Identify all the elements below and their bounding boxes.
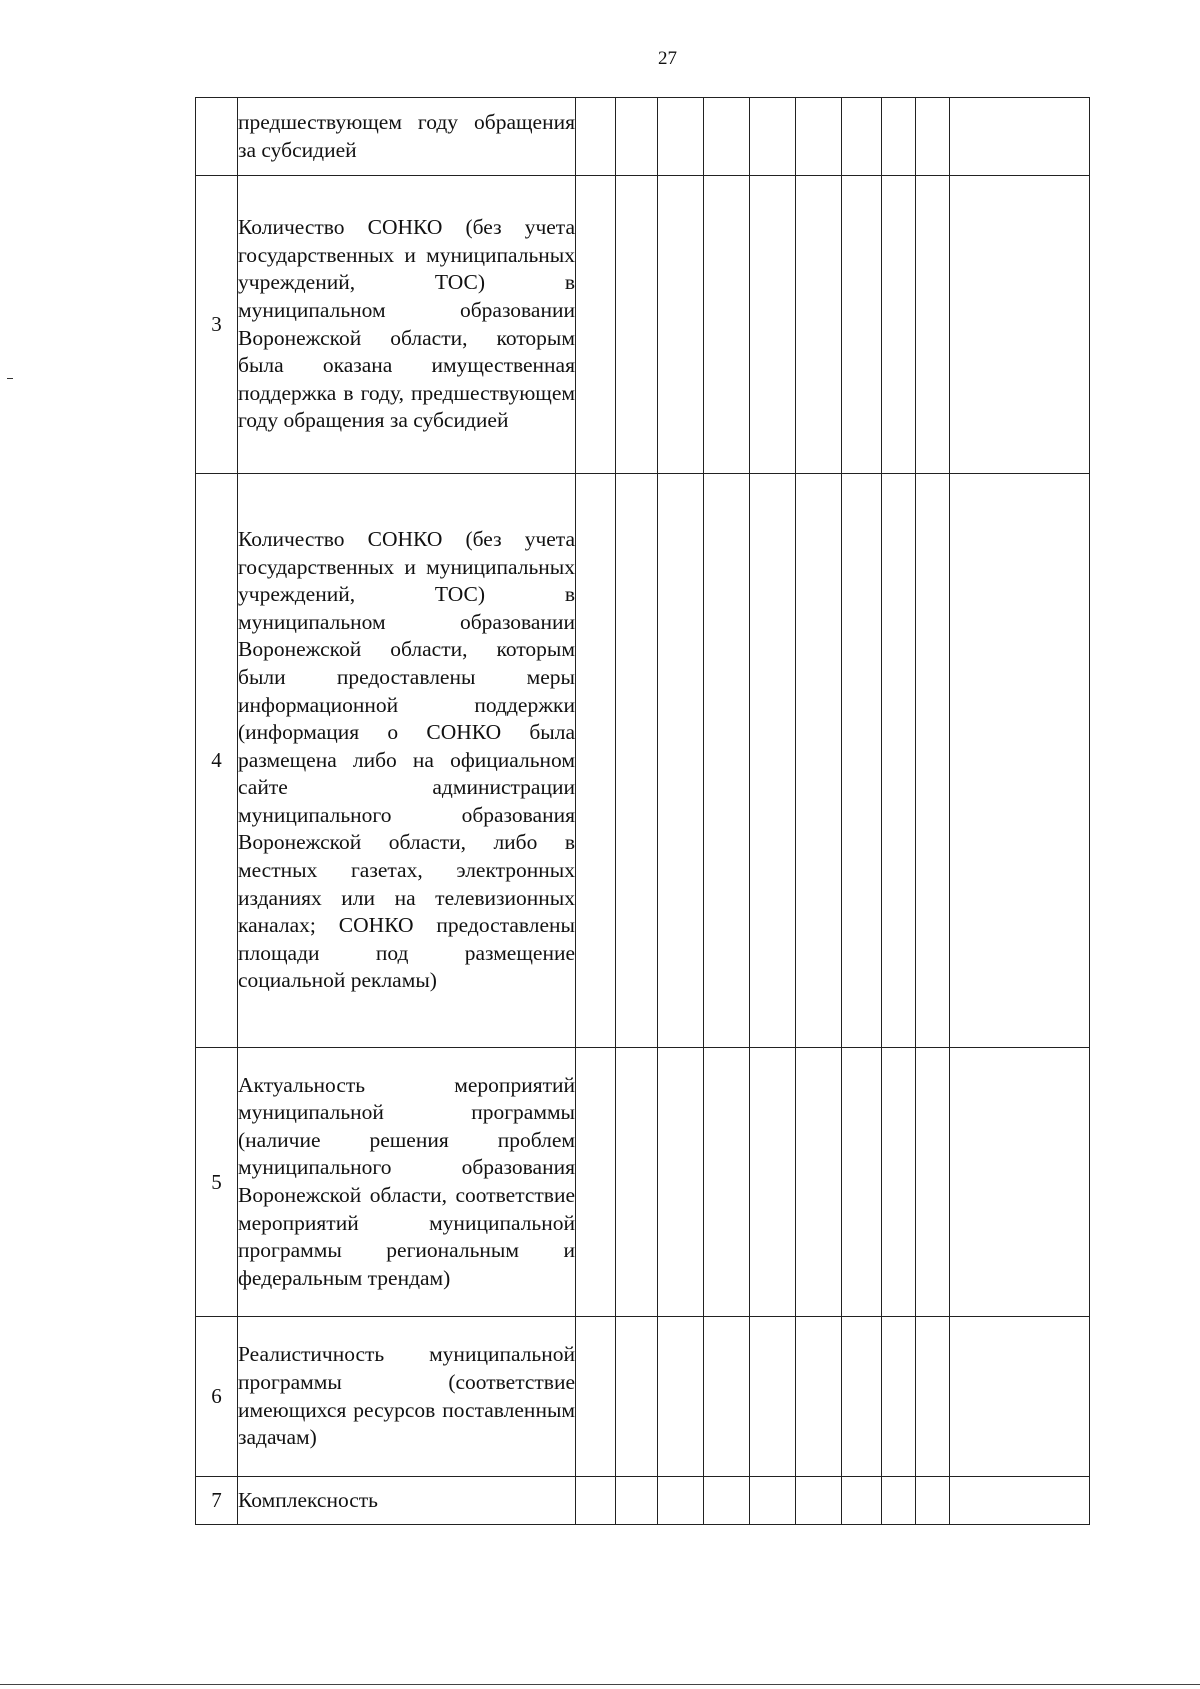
row-description: Актуальность мероприятий муниципальной программы (наличие решения проблем муниципального образования Воронежской области, соответствие мероприятий муниципальной программы региональным и федеральным трендам) bbox=[238, 1048, 576, 1317]
empty-cell bbox=[658, 1048, 704, 1317]
empty-cell bbox=[576, 1048, 616, 1317]
row-number: 3 bbox=[196, 176, 238, 474]
empty-cell bbox=[882, 1477, 916, 1525]
empty-cell bbox=[950, 176, 1090, 474]
row-description: предшествующем году обращения за субсидией bbox=[238, 98, 576, 176]
page-number: 27 bbox=[658, 48, 677, 69]
empty-cell bbox=[950, 98, 1090, 176]
row-description: Реалистичность муниципальной программы (соответствие имеющихся ресурсов поставленным задачам) bbox=[238, 1317, 576, 1477]
empty-cell bbox=[950, 474, 1090, 1048]
empty-cell bbox=[576, 1317, 616, 1477]
empty-cell bbox=[796, 176, 842, 474]
empty-cell bbox=[704, 474, 750, 1048]
table-row bbox=[196, 1477, 1090, 1525]
empty-cell bbox=[658, 1477, 704, 1525]
table-row bbox=[196, 1317, 1090, 1477]
empty-cell bbox=[750, 1477, 796, 1525]
empty-cell bbox=[950, 1048, 1090, 1317]
empty-cell bbox=[704, 1317, 750, 1477]
empty-cell bbox=[916, 1317, 950, 1477]
empty-cell bbox=[658, 176, 704, 474]
row-description: Количество СОНКО (без учета государственных и муниципальных учреждений, ТОС) в муниципальном образовании Воронежской области, которым были предоставлены меры информационной поддержки (информация о СОНКО была размещена либо на официальном сайте администрации муниципального образования Воронежской области, либо в местных газетах, электронных изданиях или на телевизионных каналах; СОНКО предоставлены площади под размещение социальной рекламы) bbox=[238, 474, 576, 1048]
empty-cell bbox=[576, 176, 616, 474]
empty-cell bbox=[916, 176, 950, 474]
empty-cell bbox=[882, 1317, 916, 1477]
empty-cell bbox=[842, 1477, 882, 1525]
empty-cell bbox=[616, 1048, 658, 1317]
empty-cell bbox=[842, 98, 882, 176]
row-number: 7 bbox=[196, 1477, 238, 1525]
empty-cell bbox=[842, 474, 882, 1048]
empty-cell bbox=[882, 176, 916, 474]
empty-cell bbox=[658, 474, 704, 1048]
row-number: 6 bbox=[196, 1317, 238, 1477]
empty-cell bbox=[576, 474, 616, 1048]
empty-cell bbox=[796, 1317, 842, 1477]
empty-cell bbox=[842, 176, 882, 474]
empty-cell bbox=[576, 98, 616, 176]
empty-cell bbox=[842, 1048, 882, 1317]
empty-cell bbox=[704, 1477, 750, 1525]
table-row bbox=[196, 98, 1090, 176]
empty-cell bbox=[704, 1048, 750, 1317]
empty-cell bbox=[796, 1048, 842, 1317]
table-row bbox=[196, 1048, 1090, 1317]
empty-cell bbox=[616, 176, 658, 474]
empty-cell bbox=[704, 176, 750, 474]
empty-cell bbox=[616, 98, 658, 176]
empty-cell bbox=[750, 474, 796, 1048]
row-description: Комплексность bbox=[238, 1477, 576, 1525]
empty-cell bbox=[916, 1048, 950, 1317]
empty-cell bbox=[796, 98, 842, 176]
empty-cell bbox=[616, 1317, 658, 1477]
empty-cell bbox=[842, 1317, 882, 1477]
table-row bbox=[196, 176, 1090, 474]
empty-cell bbox=[916, 1477, 950, 1525]
empty-cell bbox=[796, 474, 842, 1048]
row-number bbox=[196, 98, 238, 176]
row-description: Количество СОНКО (без учета государственных и муниципальных учреждений, ТОС) в муниципальном образовании Воронежской области, которым была оказана имущественная поддержка в году, предшествующем году обращения за субсидией bbox=[238, 176, 576, 474]
margin-mark bbox=[7, 378, 13, 379]
empty-cell bbox=[882, 1048, 916, 1317]
empty-cell bbox=[616, 1477, 658, 1525]
empty-cell bbox=[576, 1477, 616, 1525]
empty-cell bbox=[750, 98, 796, 176]
empty-cell bbox=[750, 176, 796, 474]
empty-cell bbox=[916, 474, 950, 1048]
empty-cell bbox=[658, 98, 704, 176]
empty-cell bbox=[950, 1317, 1090, 1477]
empty-cell bbox=[616, 474, 658, 1048]
criteria-table bbox=[195, 97, 1090, 1525]
empty-cell bbox=[882, 474, 916, 1048]
row-number: 4 bbox=[196, 474, 238, 1048]
table-row bbox=[196, 474, 1090, 1048]
empty-cell bbox=[750, 1317, 796, 1477]
row-number: 5 bbox=[196, 1048, 238, 1317]
empty-cell bbox=[882, 98, 916, 176]
empty-cell bbox=[704, 98, 750, 176]
empty-cell bbox=[658, 1317, 704, 1477]
empty-cell bbox=[750, 1048, 796, 1317]
bottom-rule bbox=[0, 1684, 1200, 1685]
empty-cell bbox=[796, 1477, 842, 1525]
empty-cell bbox=[950, 1477, 1090, 1525]
empty-cell bbox=[916, 98, 950, 176]
